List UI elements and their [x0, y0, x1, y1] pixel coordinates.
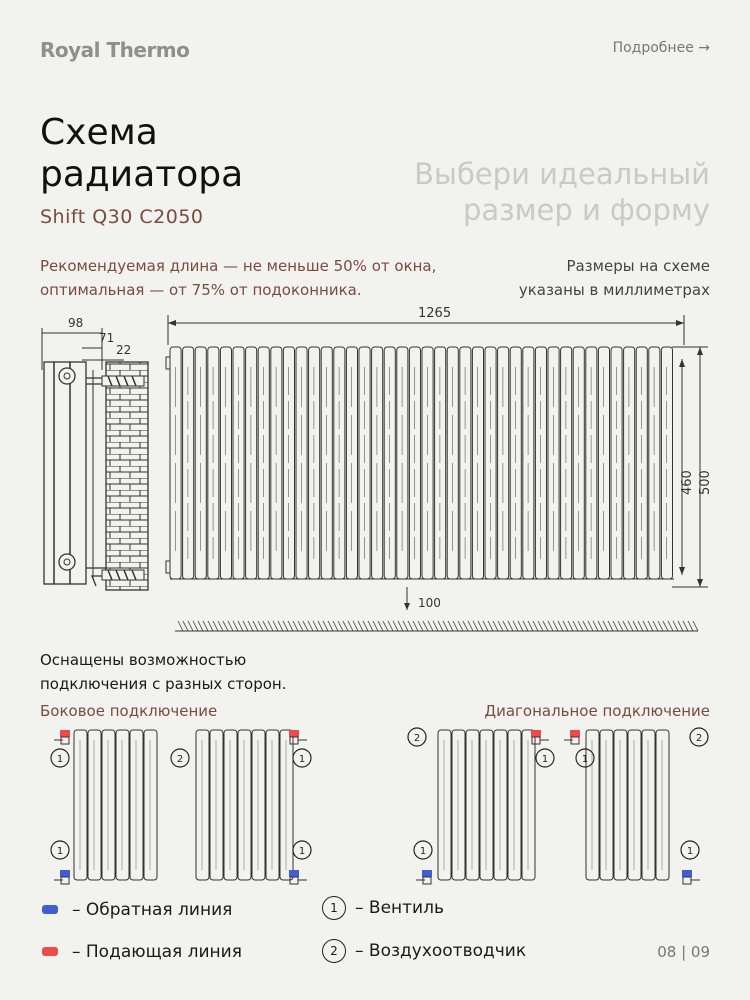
scheme-radiator-tube	[238, 730, 251, 880]
supply-line-legend: – Подающая линия	[72, 942, 242, 962]
scheme-radiator-tube	[600, 730, 613, 880]
axis-height-dimension: 460	[680, 470, 695, 495]
scheme-radiator-tube	[196, 730, 209, 880]
scheme-radiator-tube	[224, 730, 237, 880]
recommendation-line-1: Рекомендуемая длина — не меньше 50% от окна,	[40, 257, 437, 275]
wall-gap-dimension: 22	[116, 343, 132, 357]
width-dimension: 1265	[418, 306, 452, 321]
recommendation-line-2: оптимальная — от 75% от подоконника.	[40, 281, 362, 299]
scheme-radiator-tube	[522, 730, 535, 880]
scheme-valve-handle	[422, 870, 432, 877]
scheme-radiator-tube	[494, 730, 507, 880]
valve-marker-label: 1	[541, 754, 549, 765]
valve-marker-label: 1	[298, 846, 306, 857]
side-view-diagram	[30, 310, 160, 600]
scheme-valve-handle	[682, 870, 692, 877]
scheme-valve-handle	[289, 730, 299, 737]
scheme-radiator-tube	[438, 730, 451, 880]
connection-note-line-1: Оснащены возможностью	[40, 651, 247, 669]
scheme-radiator-tube	[130, 730, 143, 880]
diagonal-connection-label: Диагональное подключение	[484, 702, 710, 720]
scheme-radiator-tube	[480, 730, 493, 880]
scheme-radiator-tube	[280, 730, 293, 880]
dimensions-note-line-2: указаны в миллиметрах	[518, 281, 710, 299]
valve-marker-label: 1	[581, 754, 589, 765]
scheme-radiator-tube	[102, 730, 115, 880]
connection-schemes	[0, 720, 750, 895]
title-line-2: радиатора	[40, 154, 244, 195]
air-vent-marker-label: 2	[695, 733, 703, 744]
dimensions-note-line-1: Размеры на схеме	[566, 257, 710, 275]
air-vent-marker-label: 2	[176, 754, 184, 765]
side-connection-label: Боковое подключение	[40, 702, 218, 720]
model-name: Shift Q30 C2050	[40, 206, 204, 228]
scheme-radiator-tube	[642, 730, 655, 880]
scheme-valve-handle	[60, 870, 70, 877]
scheme-valve-handle	[289, 870, 299, 877]
scheme-valve-handle	[570, 730, 580, 737]
valve-marker-label: 1	[686, 846, 694, 857]
scheme-radiator-tube	[656, 730, 669, 880]
floor-gap-dimension: 100	[418, 596, 441, 610]
recommendation-text	[40, 254, 436, 302]
brand-logo: Royal Thermo	[40, 38, 190, 62]
scheme-radiator-tube	[466, 730, 479, 880]
scheme-radiator-tube	[266, 730, 279, 880]
more-link[interactable]: Подробнее →	[612, 40, 710, 56]
connection-note-line-2: подключения с разных сторон.	[40, 675, 287, 693]
valve-marker-icon: 1	[322, 896, 346, 920]
scheme-radiator-tube	[252, 730, 265, 880]
scheme-radiator-tube	[144, 730, 157, 880]
front-view-diagram	[160, 305, 720, 635]
page-indicator: 08 | 09	[657, 943, 710, 961]
slogan	[414, 156, 710, 228]
slogan-line-2: размер и форму	[463, 193, 710, 227]
scheme-radiator-tube	[88, 730, 101, 880]
scheme-radiator-tube	[116, 730, 129, 880]
air-vent-legend: – Воздухоотводчик	[355, 941, 527, 961]
scheme-radiator-tube	[74, 730, 87, 880]
air-vent-marker-label: 2	[413, 733, 421, 744]
air-vent-marker-icon: 2	[322, 939, 346, 963]
dimensions-note	[519, 254, 710, 302]
page-title	[40, 112, 243, 196]
valve-legend: – Вентиль	[355, 898, 444, 918]
valve-marker-label: 1	[56, 754, 64, 765]
scheme-radiator-tube	[210, 730, 223, 880]
depth-dimension: 98	[68, 316, 84, 330]
supply-line-swatch	[42, 947, 58, 956]
slogan-line-1: Выбери идеальный	[414, 157, 710, 191]
scheme-radiator-tube	[614, 730, 627, 880]
scheme-valve-handle	[531, 730, 541, 737]
scheme-valve-handle	[60, 730, 70, 737]
valve-marker-label: 1	[298, 754, 306, 765]
valve-marker-label: 1	[56, 846, 64, 857]
floor-hatching	[175, 621, 698, 631]
title-line-1: Схема	[40, 112, 158, 153]
scheme-radiator-tube	[452, 730, 465, 880]
mount-offset-dimension: 71	[99, 331, 115, 345]
connection-note	[40, 648, 287, 696]
scheme-radiator-tube	[508, 730, 521, 880]
return-line-legend: – Обратная линия	[72, 900, 233, 920]
scheme-radiator-tube	[628, 730, 641, 880]
radiator-tubes	[166, 347, 674, 579]
valve-marker-label: 1	[419, 846, 427, 857]
height-dimension: 500	[698, 470, 713, 495]
return-line-swatch	[42, 905, 58, 914]
